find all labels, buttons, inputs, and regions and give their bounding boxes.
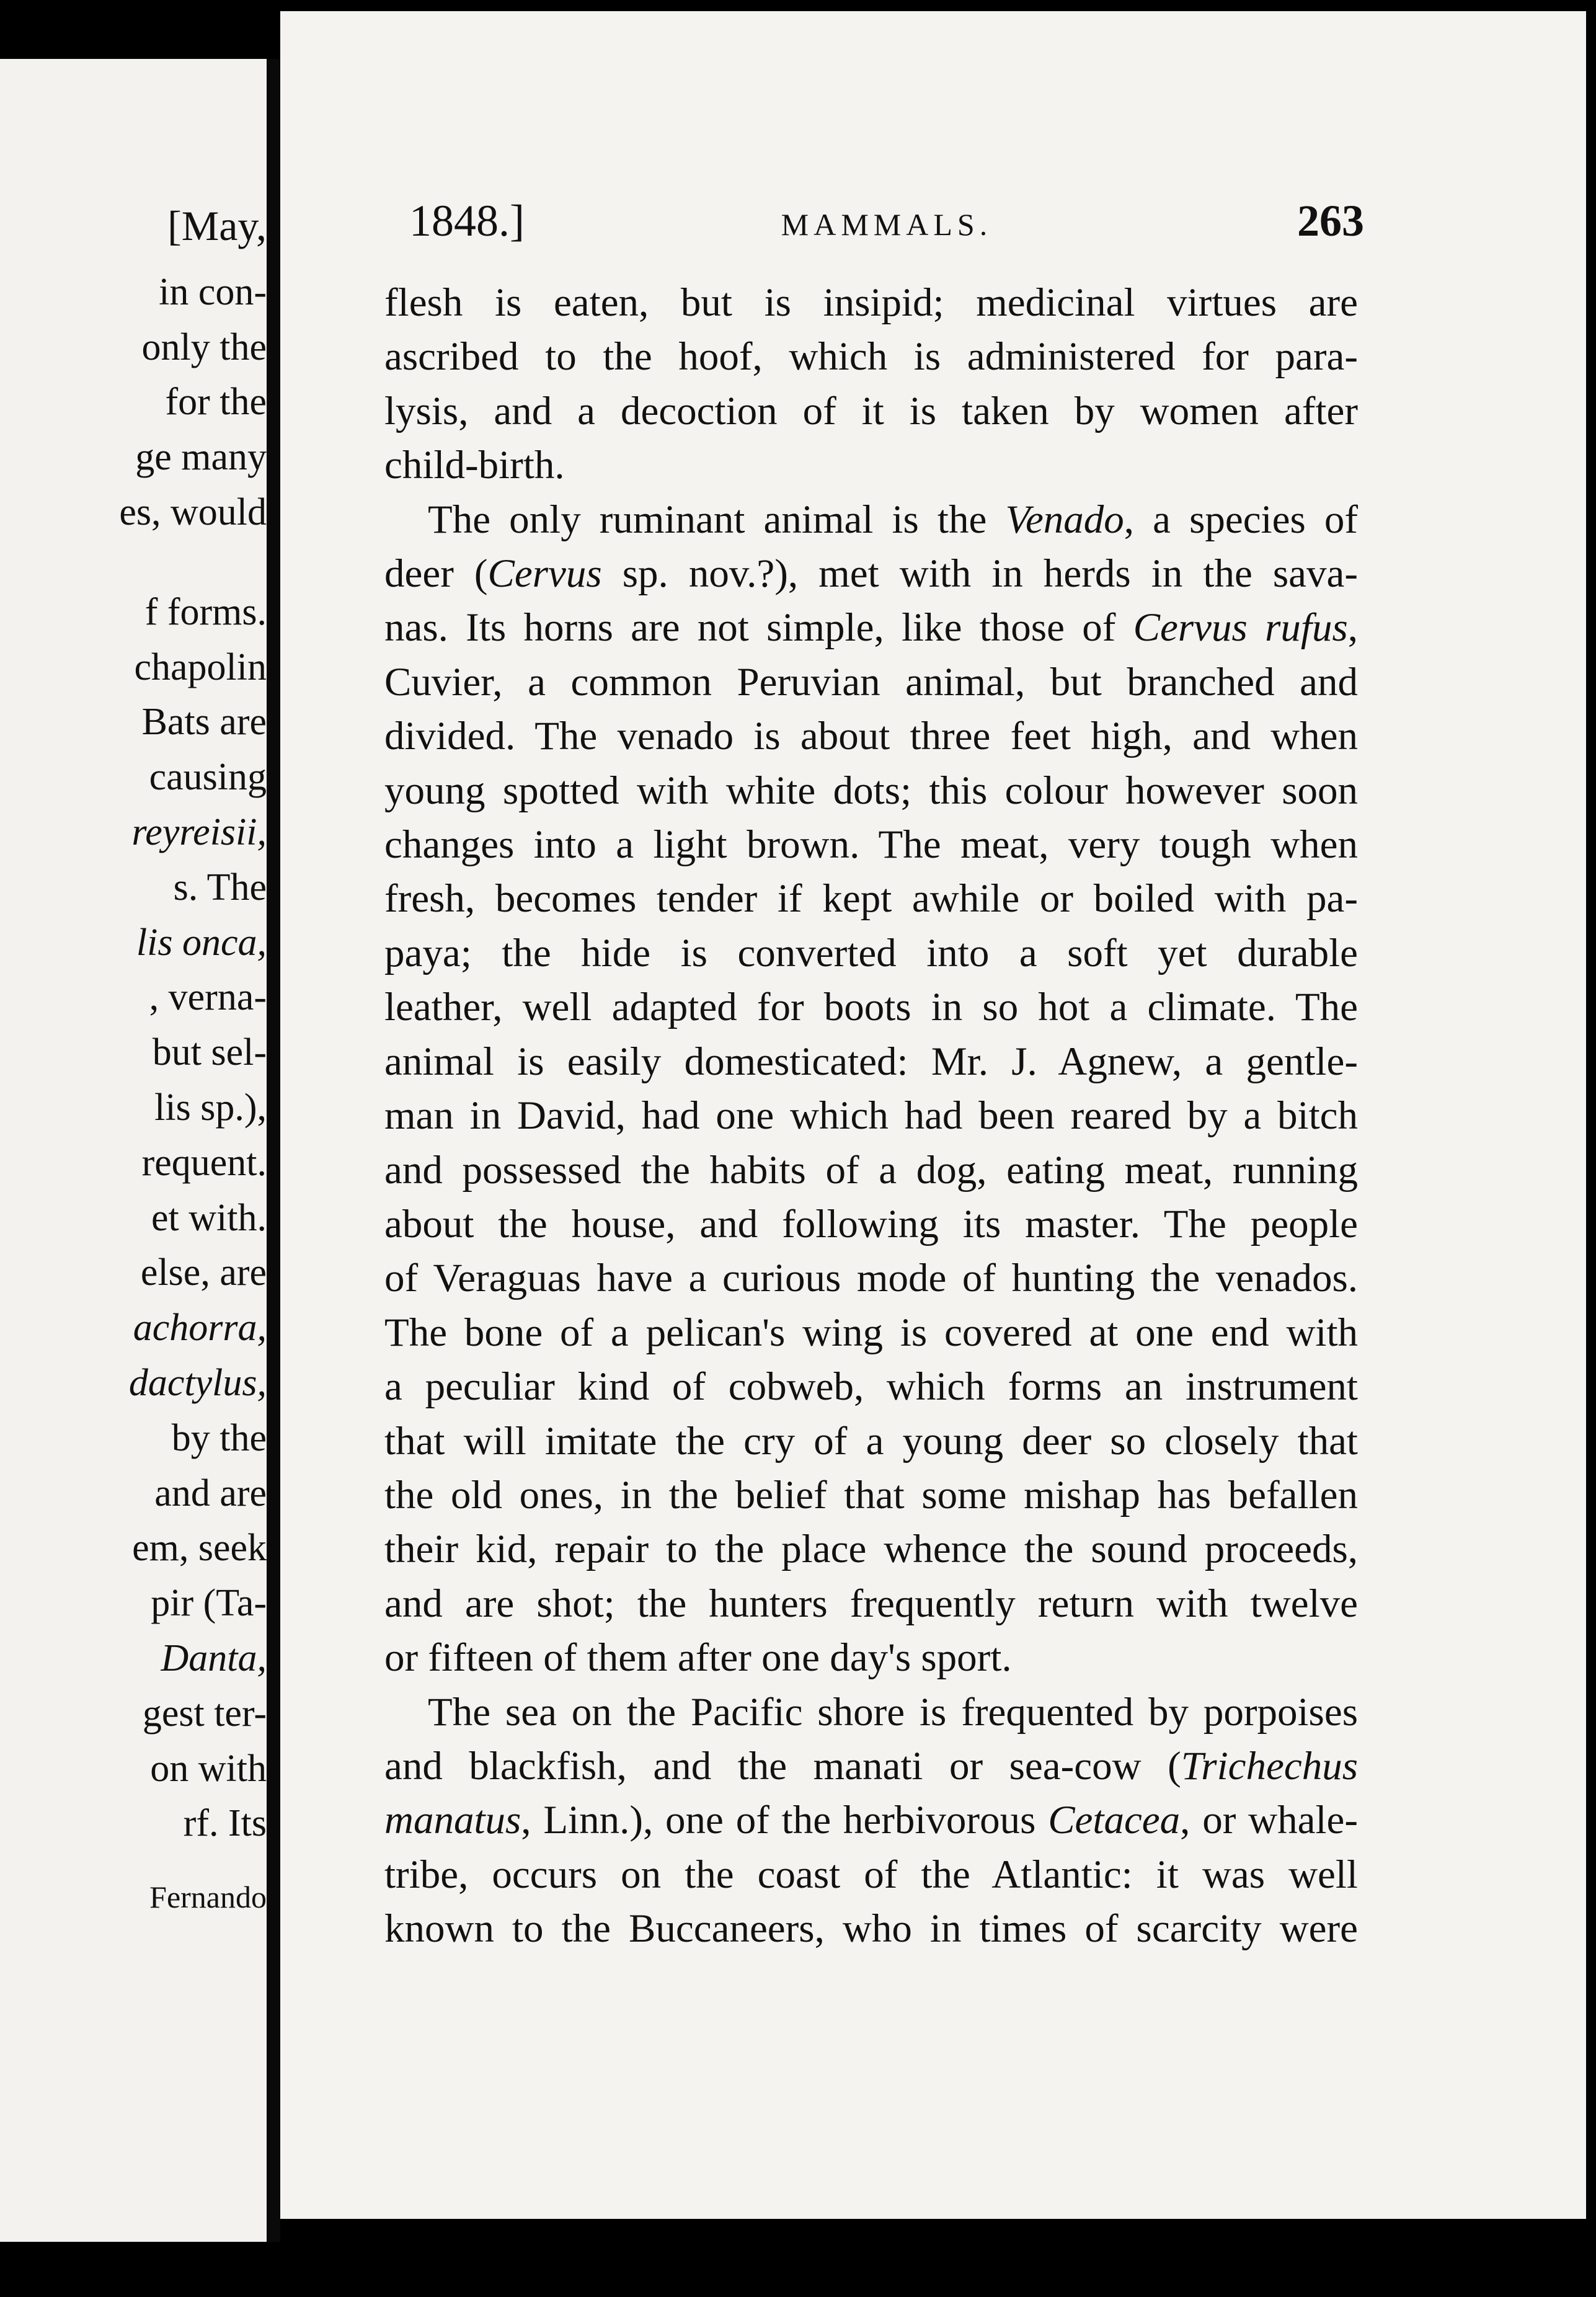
left-line: dactylus, [128, 1361, 267, 1404]
text-line: animal is easily domesticated: Mr. J. Agnew, a gentle- [384, 1039, 1358, 1084]
text-line: about the house, and following its master. The people [384, 1201, 1358, 1246]
left-page-header: [May, [167, 202, 267, 249]
left-line: lis onca, [136, 921, 267, 964]
text-line: the old ones, in the belief that some mishap has befallen [384, 1472, 1358, 1517]
page-number: 263 [1297, 196, 1364, 246]
text-line: flesh is eaten, but is insipid; medicinal virtues are [384, 280, 1358, 325]
left-footnote: Fernando [149, 1880, 267, 1915]
text-line: or fifteen of them after one day's sport. [384, 1635, 1012, 1681]
right-edge [1586, 0, 1596, 2297]
text-line: nas. Its horns are not simple, like those of Cervus rufus, [384, 605, 1358, 651]
text-line: known to the Buccaneers, who in times of scarcity were [384, 1906, 1358, 1952]
text-line: their kid, repair to the place whence the sound proceeds, [384, 1527, 1358, 1572]
left-line: else, are [140, 1251, 267, 1294]
text-line: leather, well adapted for boots in so hot a climate. The [384, 985, 1358, 1030]
left-page-column [12, 198, 267, 1925]
text-line: The only ruminant animal is the Venado, a species of [428, 497, 1358, 542]
text-line: fresh, becomes tender if kept awhile or boiled with pa- [384, 876, 1358, 922]
left-line: em, seek [132, 1527, 267, 1570]
left-line: lis sp.), [154, 1086, 267, 1129]
header-year: 1848.] [409, 196, 525, 246]
left-line: achorra, [133, 1307, 267, 1349]
left-line: rf. Its [183, 1802, 267, 1845]
text-line: of Veraguas have a curious mode of hunting the venados. [384, 1256, 1358, 1301]
text-line: a peculiar kind of cobweb, which forms an instrument [384, 1364, 1358, 1410]
left-line: , verna- [149, 976, 267, 1019]
text-line: The sea on the Pacific shore is frequented by porpoises [428, 1689, 1358, 1735]
text-line: deer (Cervus sp. nov.?), met with in herds in the sava- [384, 551, 1358, 597]
left-line: causing [149, 756, 267, 799]
left-line: Danta, [161, 1637, 267, 1679]
left-line: by the [171, 1416, 267, 1459]
left-line: ge many [135, 436, 267, 479]
text-line: and blackfish, and the manati or sea-cow (Trichechus [384, 1743, 1358, 1788]
text-line: lysis, and a decoction of it is taken by women after [384, 388, 1358, 433]
left-page [0, 59, 267, 2242]
text-line: and are shot; the hunters frequently return with twelve [384, 1581, 1358, 1626]
text-line: divided. The venado is about three feet high, and when [384, 714, 1358, 759]
left-line: on with [150, 1747, 267, 1790]
left-line: for the [165, 381, 267, 424]
left-line: in con- [159, 270, 267, 313]
left-line: but sel- [152, 1031, 267, 1074]
text-line: man in David, had one which had been reared by a bitch [384, 1093, 1358, 1139]
text-line: paya; the hide is converted into a soft yet durable [384, 930, 1358, 975]
left-line: reyreisii, [131, 811, 267, 853]
left-line: pir (Ta- [151, 1582, 267, 1625]
running-header [409, 195, 1364, 264]
left-line: and are [154, 1472, 267, 1514]
text-line: tribe, occurs on the coast of the Atlantic: it was well [384, 1852, 1358, 1897]
body-text [384, 276, 1358, 1957]
text-line: The bone of a pelican's wing is covered at one end with [384, 1310, 1358, 1355]
text-line: Cuvier, a common Peruvian animal, but branched and [384, 659, 1358, 704]
left-line: Bats are [141, 701, 267, 744]
header-title: MAMMALS. [781, 207, 993, 242]
text-line: and possessed the habits of a dog, eating meat, running [384, 1147, 1358, 1193]
text-line: that will imitate the cry of a young deer so closely that [384, 1418, 1358, 1464]
left-line: chapolin [134, 646, 267, 688]
left-line: f forms. [144, 590, 267, 633]
left-line: gest ter- [142, 1692, 267, 1735]
text-line: manatus, Linn.), one of the herbivorous Cetacea, or whale- [384, 1798, 1359, 1843]
left-line: et with. [151, 1196, 267, 1239]
book-gutter [267, 59, 280, 2242]
text-line: changes into a light brown. The meat, very tough when [384, 822, 1358, 868]
left-line: s. The [173, 866, 267, 909]
text-line: child-birth. [384, 443, 565, 488]
text-line: ascribed to the hoof, which is administered for para- [384, 334, 1358, 380]
text-line: young spotted with white dots; this colour however soon [384, 768, 1358, 813]
left-line: es, would [119, 491, 267, 533]
left-line: only the [141, 326, 267, 368]
left-line: requent. [141, 1141, 267, 1184]
